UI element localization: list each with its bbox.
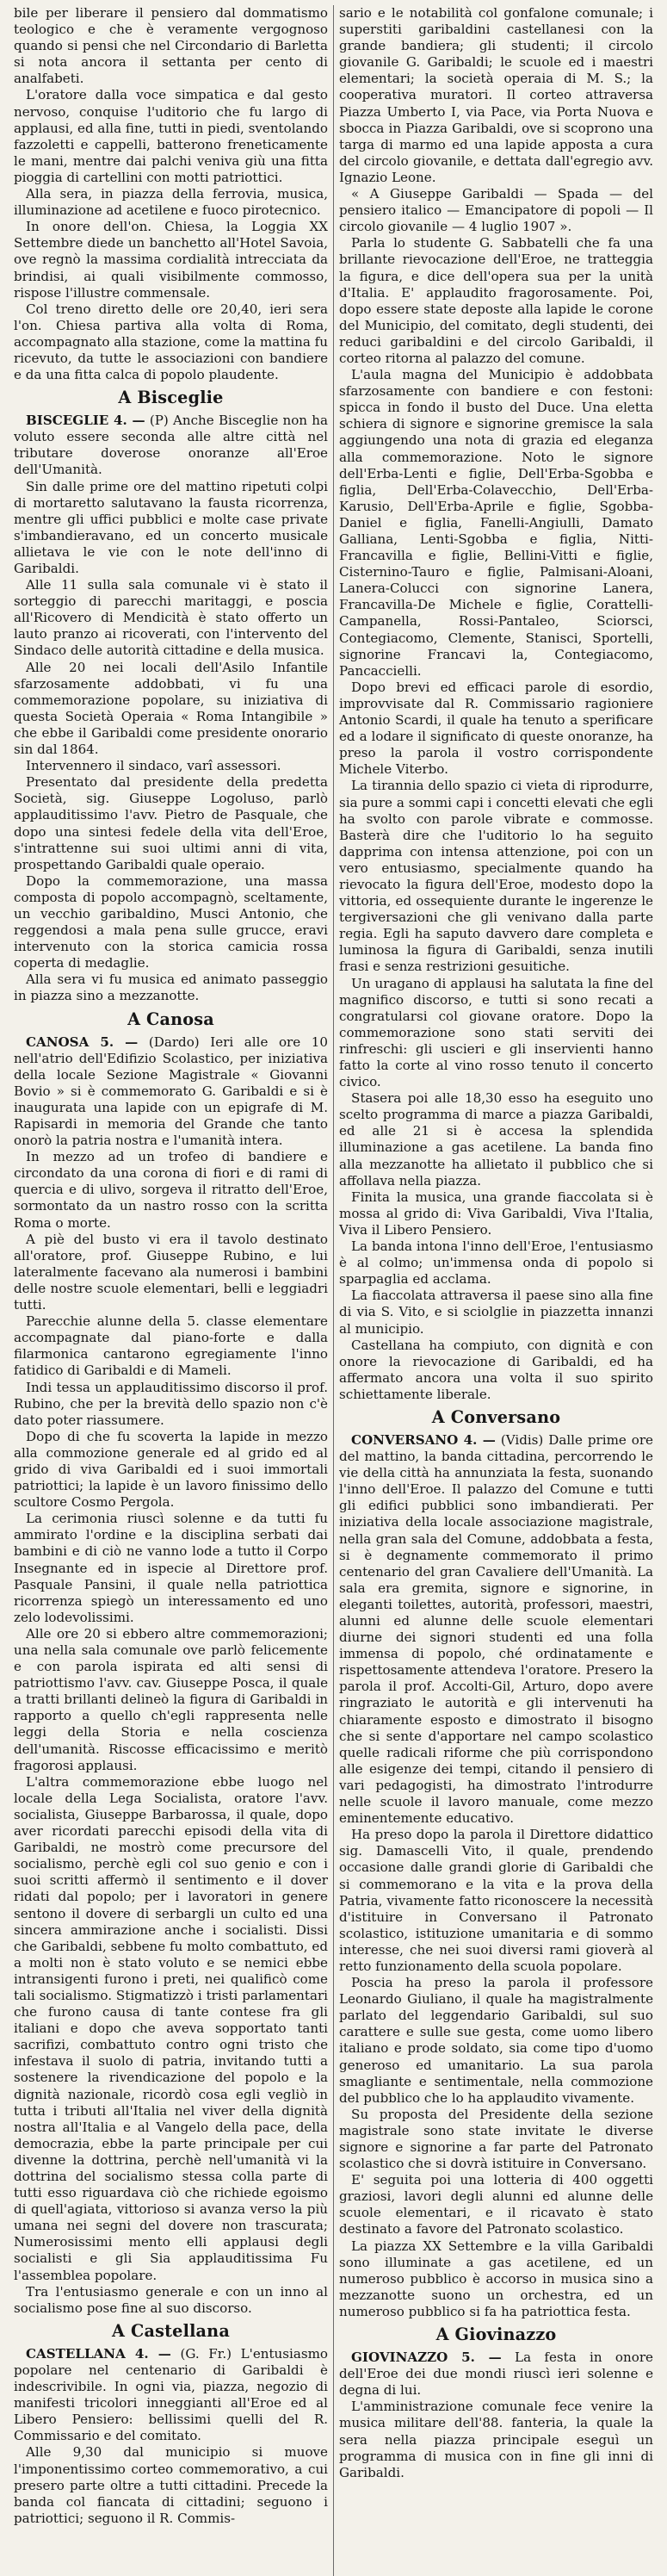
paragraph-text: « A Giuseppe Garibaldi — Spada — del pensiero italico — Emancipatore di popoli — Il circolo giovanile — 4 luglio 1907 ». <box>339 186 653 235</box>
article-paragraph <box>14 2444 328 2526</box>
article-paragraph <box>14 5 328 87</box>
article-paragraph <box>339 1189 653 1238</box>
article-paragraph <box>14 1429 328 1511</box>
section-title: A Canosa <box>127 1009 214 1029</box>
paragraph-text: (G. Fr.) L'entusiasmo popolare nel centenario di Garibaldi è indescrivibile. In ogni via, piazza, negozio di manifesti tricolori inneggianti all'Eroe ed al Libero Pensiero: bellissimi quelli del R. Commissario e del comitato. <box>14 2345 328 2444</box>
paragraph-text: Parla lo studente G. Sabbatelli che fa una brillante rievocazione dell'Eroe, ne tratteggia la figura, e dice dell'opera sua per la unità d'Italia. E' applaudito fragorosamente. Poi, dopo essere state deposte alla lapide le corone del Municipio, del comitato, degli studenti, dei reduci garibaldini e del circolo Garibaldi, il corteo ritorna al palazzo del comune. <box>339 235 653 366</box>
article-paragraph <box>14 2284 328 2317</box>
paragraph-text: Castellana ha compiuto, con dignità e con onore la rievocazione di Garibaldi, ed ha affermato ancora una volta il suo spirito schiettamente liberale. <box>339 1337 653 1402</box>
article-paragraph <box>339 235 653 367</box>
article-paragraph <box>14 1232 328 1313</box>
article-paragraph <box>339 1338 653 1403</box>
article-paragraph <box>14 1774 328 2284</box>
article-lead-paragraph <box>14 413 328 478</box>
paragraph-text: A piè del busto vi era il tavolo destinato all'oratore, prof. Giuseppe Rubino, e lui lateralmente facevano ala numerosi i bambini delle nostre scuole elementari, belli e leggiadri tutti. <box>14 1231 328 1313</box>
article-paragraph <box>14 577 328 659</box>
article-paragraph <box>14 758 328 774</box>
dateline: CASTELLANA 4. — <box>26 2345 171 2362</box>
article-paragraph <box>14 971 328 1004</box>
article-paragraph <box>339 1975 653 2107</box>
paragraph-text: L'altra commemorazione ebbe luogo nel locale della Lega Socialista, oratore l'avv. socialista, Giuseppe Barbarossa, il quale, dopo aver ricordati parecchi episodi della vita di Garibaldi, ne mostrò come precursore del socialismo, perchè egli col suo genio e con i suoi scritti affermò il sentimento e il dover ridati dal popolo; per i lavoratori in genere sentono il dovere di serbargli un culto ed una sincera ammirazione anche i socialisti. Dissi che Garibaldi, sebbene fu molto combattuto, ed a molti non è stato voluto e se nemici ebbe intransigenti furono i preti, nei qualificò come tali socialismo. Stigmatizzò i tristi parlamentari che furono causa di tante contese fra gli italiani e dopo che aveva sopportato tanti sacrifizi, combattuto contro ogni tristo che infestava il suolo di patria, invitando tutti a sostenere la rivendicazione del popolo e la dignità nazionale, ricordò cosa egli vegliò in tutta i tributi all'Italia nel viver della dignità nostra all'Italia e al Vangelo della pace, della democrazia, ebbe la parte principale per cui divenne la dottrina, perchè nell'umanità vi la dottrina del socialismo stessa colla parte di tutti esso riguardava ciò che richiede egoismo di quell'agiata, vittorioso si avanza verso la più umana nei segni del dovere non trascurata; Numerosissimi mento elli applausi degli socialisti e gli Sia applauditissima Fu l'assemblea popolare. <box>14 1773 328 2283</box>
article-lead-paragraph <box>14 2346 328 2445</box>
paragraph-text: bile per liberare il pensiero dal dommatismo teologico e che è veramente vergognoso quando si pensi che nel Circondario di Barletta si nota ancora il settanta per cento di analfabeti. <box>14 5 328 87</box>
section-title: A Conversano <box>431 1406 561 1427</box>
article-paragraph <box>339 186 653 235</box>
section-title: A Giovinazzo <box>435 2325 557 2345</box>
paragraph-text: Alle ore 20 si ebbero altre commemorazioni; una nella sala comunale ove parlò felicemente e con parola ispirata ed alti sensi di patriottismo l'avv. cav. Giuseppe Posca, il quale a tratti brillanti delineò la figura di Garibaldi in rapporto a quello ch'egli rappresenta nelle leggi della Storia e nella coscienza dell'umanità. Riscosse efficacissimo e meritò fragorosi applausi. <box>14 1625 328 1773</box>
article-paragraph <box>14 186 328 219</box>
paragraph-text: Presentato dal presidente della predetta Società, sig. Giuseppe Logoluso, parlò applauditissimo l'avv. Pietro de Pasquale, che dopo una sintesi fedele della vita dell'Eroe, s'intrattenne sui suoi ultimi anni di vita, prospettando Garibaldi quale operaio. <box>14 774 328 872</box>
article-paragraph <box>339 2172 653 2238</box>
paragraph-text: La piazza XX Settembre e la villa Garibaldi sono illuminate a gas acetilene, ed un numeroso pubblico è accorso in musica sino a mezzanotte suono un orchestra, ed un numeroso pubblico si fa ha patriottica festa. <box>339 2238 653 2319</box>
paragraph-text: E' seguita poi una lotteria di 400 oggetti graziosi, lavori degli alunni ed alunne delle scuole elementari, e il ricavato è stato destinato a favore del Patronato scolastico. <box>339 2172 653 2238</box>
paragraph-text: L'amministrazione comunale fece venire la musica militare dell'88. fanteria, la quale la sera nella piazza principale eseguì un programma di musica con in fine gli inni di Garibaldi. <box>339 2399 653 2480</box>
article-lead-paragraph <box>339 2349 653 2399</box>
paragraph-text: La fiaccolata attraversa il paese sino alla fine di via S. Vito, e si sciolglie in piazzetta innanzi al municipio. <box>339 1288 653 1337</box>
article-paragraph <box>339 1090 653 1189</box>
paragraph-text: La cerimonia riuscì solenne e da tutti fu ammirato l'ordine e la disciplina serbati dai bambini e di ciò ne vanno lode a tutto il Corpo Insegnante ed in ispecie al Direttore prof. Pasquale Pansini, il quale nella patriottica ricorrenza spiegò un interessamento ed uno zelo lodevolissimi. <box>14 1511 328 1625</box>
article-paragraph <box>14 873 328 972</box>
article-paragraph <box>14 1380 328 1429</box>
paragraph-text: Ha preso dopo la parola il Direttore didattico sig. Damascelli Vito, il quale, prendendo occasione dalle grandi glorie di Garibaldi che si commemorano e la vita e la prova della Patria, vivamente fatto riconoscere la necessità d'istituire in Conversano il Patronato scolastico, istituzione umanitaria e di sommo interesse, che nei suoi diversi rami gioverà al retto funzionamento della scuola popolare. <box>339 1827 653 1974</box>
article-paragraph <box>14 660 328 759</box>
article-lead-paragraph <box>339 1432 653 1827</box>
article-paragraph <box>339 2238 653 2320</box>
paragraph-text: Alle 9,30 dal municipio si muove l'imponentissimo corteo commemorativo, a cui presero parte oltre a tutti cittadini. Precede la banda col fiancata di cittadini; seguono i patriottici; seguono il R. Commis- <box>14 2444 328 2526</box>
article-paragraph <box>14 87 328 186</box>
paragraph-text: sario e le notabilità col gonfalone comunale; i superstiti garibaldini castellanesi con la grande bandiera; gli studenti; il circolo giovanile G. Garibaldi; le scuole ed i maestri elementari; la società operaia di M. S.; la cooperativa muratori. Il corteo attraversa Piazza Umberto I, via Pace, via Porta Nuova e sbocca in Piazza Garibaldi, ove si scoprono una targa di marmo ed una lapide apposta a cura del circolo giovanile, e dettata dall'egregio avv. Ignazio Leone. <box>339 5 653 185</box>
paragraph-text: Su proposta del Presidente della sezione magistrale sono state invitate le diverse signore e signorine a far parte del Patronato scolastico che si dovrà istituire in Conversano. <box>339 2106 653 2172</box>
dateline: BISCEGLIE 4. — <box>26 413 145 429</box>
paragraph-text: Finita la musica, una grande fiaccolata si è mossa al grido di: Viva Garibaldi, Viva l'Italia, Viva il Libero Pensiero. <box>339 1189 653 1238</box>
article-paragraph <box>339 5 653 186</box>
paragraph-text: (Vidis) Dalle prime ore del mattino, la banda cittadina, percorrendo le vie della città ha annunziata la festa, suonando l'inno dell'Eroe. Il palazzo del Comune e tutti gli edifici pubblici sono imbandierati. Per iniziativa della locale associazione magistrale, nella gran sala del Comune, addobbata a festa, si è degnamente commemorato il primo centenario del gran Cavaliere dell'Umanità. La sala era gremita, signore e signorine, in eleganti toilettes, autorità, professori, maestri, alunni ed alunne delle scuole elementari diurne dei signori studenti ed una folla immensa di popolo, ché ordinatamente e rispettosamente attendeva l'oratore. Presero la parola il prof. Accolti-Gil, Arturo, dopo avere ringraziato le autorità e gli intervenuti ha chiaramente esposto e dimostrato il bisogno che si sente d'apportare nel campo scolastico quelle radicali riforme che più corrispondono alle esigenze dei tempi, citando il pensiero di vari pedagogisti, ha dimostrato l'introdurre nelle scuole il lavoro manuale, come mezzo eminentemente educativo. <box>339 1431 653 1827</box>
article-lead-paragraph <box>14 1034 328 1150</box>
column-left <box>9 5 333 2576</box>
article-paragraph <box>339 1238 653 1288</box>
paragraph-text: Stasera poi alle 18,30 esso ha eseguito uno scelto programma di marce a piazza Garibaldi, ed alle 21 si è accesa la splendida illuminazione a gas acetilene. La banda fino alla mezzanotte ha allietato il pubblico che si affollava nella piazza. <box>339 1090 653 1189</box>
paragraph-text: La tirannia dello spazio ci vieta di riprodurre, sia pure a sommi capi i concetti elevati che egli ha svolto con parole vibrate e commosse. Basterà dire che l'uditorio lo ha seguito dapprima con intensa attenzione, poi con un vero entusiasmo, specialmente quando ha rievocato la figura dell'Eroe, modesto dopo la vittoria, ed ossequiente durante le ingerenze le tergiversazioni che gli venivano dalla parte regia. Egli ha saputo davvero dare completa e luminosa la figura di Garibaldi, senza inutili frasi e senza restrizioni gesuitiche. <box>339 778 653 975</box>
article-paragraph <box>339 2399 653 2480</box>
paragraph-text: (Dardo) Ieri alle ore 10 nell'atrio dell'Edifizio Scolastico, per iniziativa della locale Sezione Magistrale « Giovanni Bovio » si è commemorato G. Garibaldi e si è inaugurata una lapide con un epigrafe di M. Rapisardi in memoria del Grande che tanto onorò la patria nostra e l'umanità intera. <box>14 1034 328 1149</box>
paragraph-text: Alla sera vi fu musica ed animato passeggio in piazza sino a mezzanotte. <box>14 971 328 1004</box>
article-paragraph <box>14 1626 328 1774</box>
article-paragraph <box>339 367 653 680</box>
paragraph-text: Alla sera, in piazza della ferrovia, musica, illuminazione ad acetilene e fuoco pirotecnico. <box>14 186 328 219</box>
section-title: A Castellana <box>112 2320 230 2341</box>
paragraph-text: Poscia ha preso la parola il professore Leonardo Giuliano, il quale ha magistralmente parlato del leggendario Garibaldi, sul suo carattere e sulle sue gesta, come uomo libero italiano e prode soldato, sia come tipo d'uomo generoso ed umanitario. La sua parola smagliante e sentimentale, nella commozione del pubblico che lo ha applaudito vivamente. <box>339 1975 653 2106</box>
dateline: CANOSA 5. — <box>26 1034 139 1050</box>
paragraph-text: Intervennero il sindaco, varî assessori. <box>26 758 281 774</box>
article-paragraph <box>14 1511 328 1626</box>
article-paragraph <box>14 479 328 578</box>
column-right <box>334 5 658 2576</box>
article-paragraph <box>339 1288 653 1337</box>
paragraph-text: In mezzo ad un trofeo di bandiere e circondato da una corona di fiori e di rami di quercia e di ulivo, sorgeva il ritratto dell'Eroe, sormontato da un nastro rosso con la scritta Roma o morte. <box>14 1149 328 1231</box>
paragraph-text: Dopo di che fu scoverta la lapide in mezzo alla commozione generale ed al grido ed al grido di viva Garibaldi ed i suoi immortali patriottici; la lapide è un lavoro finissimo dello scultore Cosmo Pergola. <box>14 1428 328 1511</box>
paragraph-text: In onore dell'on. Chiesa, la Loggia XX Settembre diede un banchetto all'Hotel Savoia, ove regnò la massima cordialità intrecciata da brindisi, ai quali visibilmente commosso, rispose l'illustre commensale. <box>14 219 328 301</box>
paragraph-text: Parecchie alunne della 5. classe elementare accompagnate dal piano-forte e dalla filarmonica cantarono egregiamente l'inno fatidico di Garibaldi e di Mameli. <box>14 1313 328 1379</box>
article-paragraph <box>14 774 328 873</box>
paragraph-text: (P) Anche Bisceglie non ha voluto essere seconda alle altre città nel tributare doverose onoranze all'Eroe dell'Umanità. <box>14 413 328 478</box>
paragraph-text: Dopo brevi ed efficaci parole di esordio, improvvisate dal R. Commissario ragioniere Antonio Scardi, il quale ha tenuto a sperificare ed a lodare il significato di queste onoranze, ha preso la parola il vostro corrispondente Michele Viterbo. <box>339 679 653 778</box>
paragraph-text: Tra l'entusiasmo generale e con un inno al socialismo pose fine al suo discorso. <box>14 2283 328 2316</box>
article-paragraph <box>14 219 328 301</box>
paragraph-text: L'oratore dalla voce simpatica e dal gesto nervoso, conquise l'uditorio che fu largo di applausi, ed alla fine, tutti in piedi, sventolando fazzoletti e cappelli, batterono freneticamente le mani, mentre dai palchi veniva giù una fitta pioggia di cartellini con motti patriottici. <box>14 87 328 185</box>
paragraph-text: Un uragano di applausi ha salutata la fine del magnifico discorso, e tutti si sono recati a congratularsi col giovane oratore. Dopo la commemorazione sono stati serviti dei rinfreschi: gli uscieri e gli inservienti hanno fatto la corte al vino rosso tenuto il concerto civico. <box>339 975 653 1090</box>
article-paragraph <box>339 2107 653 2172</box>
article-paragraph <box>14 1149 328 1231</box>
paragraph-text: Dopo la commemorazione, una massa composta di popolo accompagnò, sceltamente, un vecchio garibaldino, Musci Antonio, che reggendosi a mala pena sulle grucce, eravi intervenuto con la storica camicia rossa coperta di medaglie. <box>14 872 328 971</box>
paragraph-text: Sin dalle prime ore del mattino ripetuti colpi di mortaretto salutavano la fausta ricorrenza, mentre gli uffici pubblici e molte case private s'imbandieravano, ed un concerto musicale allietava le vie con le note dell'inno di Garibaldi. <box>14 478 328 576</box>
paragraph-text: Alle 11 sulla sala comunale vi è stato il sorteggio di parecchi maritaggi, e poscia all'Ricovero di Mendicità è stato offerto un lauto pranzo ai ricoverati, con l'intervento del Sindaco delle autorità cittadine e della musica. <box>14 577 328 659</box>
dateline: GIOVINAZZO 5. — <box>351 2349 502 2366</box>
article-paragraph <box>339 778 653 975</box>
paragraph-text: Col treno diretto delle ore 20,40, ieri sera l'on. Chiesa partiva alla volta di Roma, accompagnato alla stazione, come la mattina fu ricevuto, da tutte le associazioni con bandiere e da una fitta calca di popolo plaudente. <box>14 301 328 383</box>
paragraph-text: Alle 20 nei locali dell'Asilo Infantile sfarzosamente addobbati, vi fu una commemorazione popolare, su iniziativa di questa Società Operaia « Roma Intangibile » che ebbe il Garibaldi come presidente onorario sin dal 1864. <box>14 659 328 758</box>
paragraph-text: La banda intona l'inno dell'Eroe, l'entusiasmo è al colmo; un'immensa onda di popolo si sparpaglia ed acclama. <box>339 1238 653 1288</box>
paragraph-text: La festa in onore dell'Eroe dei due mondi riuscì ieri solenne e degna di lui. <box>339 2349 653 2399</box>
section-title: A Bisceglie <box>118 388 224 408</box>
article-paragraph <box>339 1827 653 1975</box>
article-paragraph <box>14 301 328 383</box>
article-paragraph <box>14 1313 328 1379</box>
article-paragraph <box>339 680 653 779</box>
dateline: CONVERSANO 4. — <box>351 1431 496 1448</box>
article-paragraph <box>339 976 653 1091</box>
paragraph-text: L'aula magna del Municipio è addobbata sfarzosamente con bandiere e con festoni: spicca in fondo il busto del Duce. Una eletta schiera di signore e signorine gremisce la sala aggiungendo una nota di grazia ed eleganza alla commemorazione. Noto le signore dell'Erba-Lenti e figlie, Dell'Erba-Sgobba e figlia, Dell'Erba-Colavecchio, Dell'Erba-Karusio, Dell'Erba-Aprile e figlie, Sgobba-Daniel e figlia, Fanelli-Angiulli, Damato Galliana, Lenti-Sgobba e figlia, Nitti-Francavilla e figlie, Bellini-Vitti e figlie, Cisternino-Tauro e figlie, Palmisani-Aloani, Lanera-Colucci con signorine Lanera, Francavilla-De Michele e figlie, Corattelli-Campanella, Rossi-Pantaleo, Sciorsci, Contegiacomo, Clemente, Stanisci, Sportelli, signorine Francavi la, Contegiacomo, Pancaccielli. <box>339 367 653 679</box>
paragraph-text: Indi tessa un applauditissimo discorso il prof. Rubino, che per la brevità dello spazio non c'è dato poter riassumere. <box>14 1379 328 1428</box>
